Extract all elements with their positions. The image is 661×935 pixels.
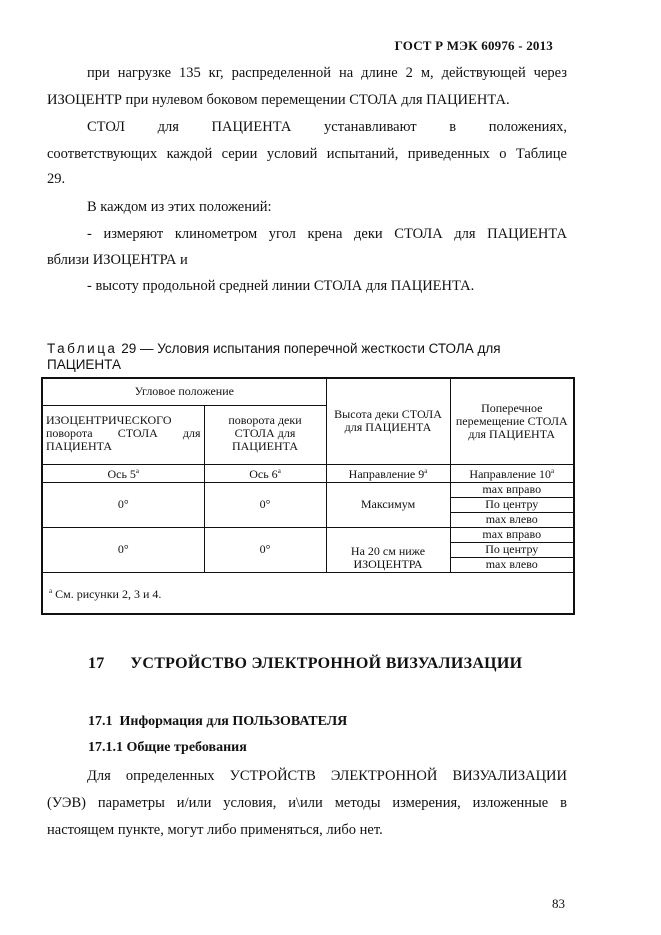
paragraph-line: - измеряют клинометром угол крена деки СТОЛА для ПАЦИЕНТА [87,226,567,242]
table-caption-label: Таблица [47,341,118,356]
row1-lat-right: max вправо [450,482,574,497]
row2-lat-center: По центру [450,542,574,557]
row1-lat-center: По центру [450,497,574,512]
paragraph-line: - высоту продольной средней линии СТОЛА для ПАЦИЕНТА. [87,278,475,294]
paragraph-line: при нагрузке 135 кг, распределенной на длине 2 м, действующей через [87,65,567,81]
section-17-heading [88,655,522,673]
header-deck-rotation: поворота деки СТОЛА для ПАЦИЕНТА [204,405,326,464]
row2-lat-left: max влево [450,557,574,572]
paragraph-line: ИЗОЦЕНТР при нулевом боковом перемещении СТОЛА для ПАЦИЕНТА. [47,92,510,108]
paragraph-line: 29. [47,171,66,187]
page-number: 83 [552,896,565,911]
row2-height: На 20 см ниже ИЗОЦЕНТРА [326,527,450,572]
table-caption-text: 29 — Условия испытания поперечной жесткости СТОЛА для ПАЦИЕНТА [47,341,501,372]
direction-10: Направление 10$^a$ [450,464,574,482]
subsection-17-1-1: 17.1.1 Общие требования [88,740,247,755]
row2-iso: 0° [42,527,204,572]
header-isocentric: ИЗОЦЕНТРИЧЕСКОГО поворота СТОЛА для ПАЦИЕНТА [42,405,204,464]
paragraph-line: вблизи ИЗОЦЕНТРА и [47,252,188,268]
header-height: Высота деки СТОЛА для ПАЦИЕНТА [326,378,450,464]
conditions-table [41,377,575,615]
row2-lat-right: max вправо [450,527,574,542]
axis-6: Ось 6$^a$ [204,464,326,482]
axis-5: Ось 5$^a$ [42,464,204,482]
paragraph-line: Для определенных УСТРОЙСТВ ЭЛЕКТРОННОЙ ВИЗУАЛИЗАЦИИ [87,768,567,784]
row1-deck: 0° [204,482,326,527]
direction-9: Направление 9$^a$ [326,464,450,482]
paragraph-line: (УЭВ) параметры и/или условия, и\или методы измерения, изложенные в [47,795,567,811]
row1-height: Максимум [326,482,450,527]
paragraph-line: СТОЛ для ПАЦИЕНТА устанавливают в положениях, [87,119,567,135]
section-number: 17 [88,655,105,672]
row2-deck: 0° [204,527,326,572]
section-title: УСТРОЙСТВО ЭЛЕКТРОННОЙ ВИЗУАЛИЗАЦИИ [130,655,523,672]
header-lateral: Поперечное перемещение СТОЛА для ПАЦИЕНТА [450,378,574,464]
table-caption [47,341,567,373]
paragraph-line: настоящем пункте, могут либо применяться, либо нет. [47,822,383,838]
row1-lat-left: max влево [450,512,574,527]
document-code: ГОСТ Р МЭК 60976 - 2013 [394,38,553,53]
subsection-17-1: 17.1 Информация для ПОЛЬЗОВАТЕЛЯ [88,714,348,729]
paragraph-line: соответствующих каждой серии условий испытаний, приведенных о Таблице [47,146,567,162]
table-footnote: $^a$ См. рисунки 2, 3 и 4. [42,572,574,614]
paragraph-line: В каждом из этих положений: [87,199,272,215]
row1-iso: 0° [42,482,204,527]
header-angular-position: Угловое положение [42,378,326,405]
